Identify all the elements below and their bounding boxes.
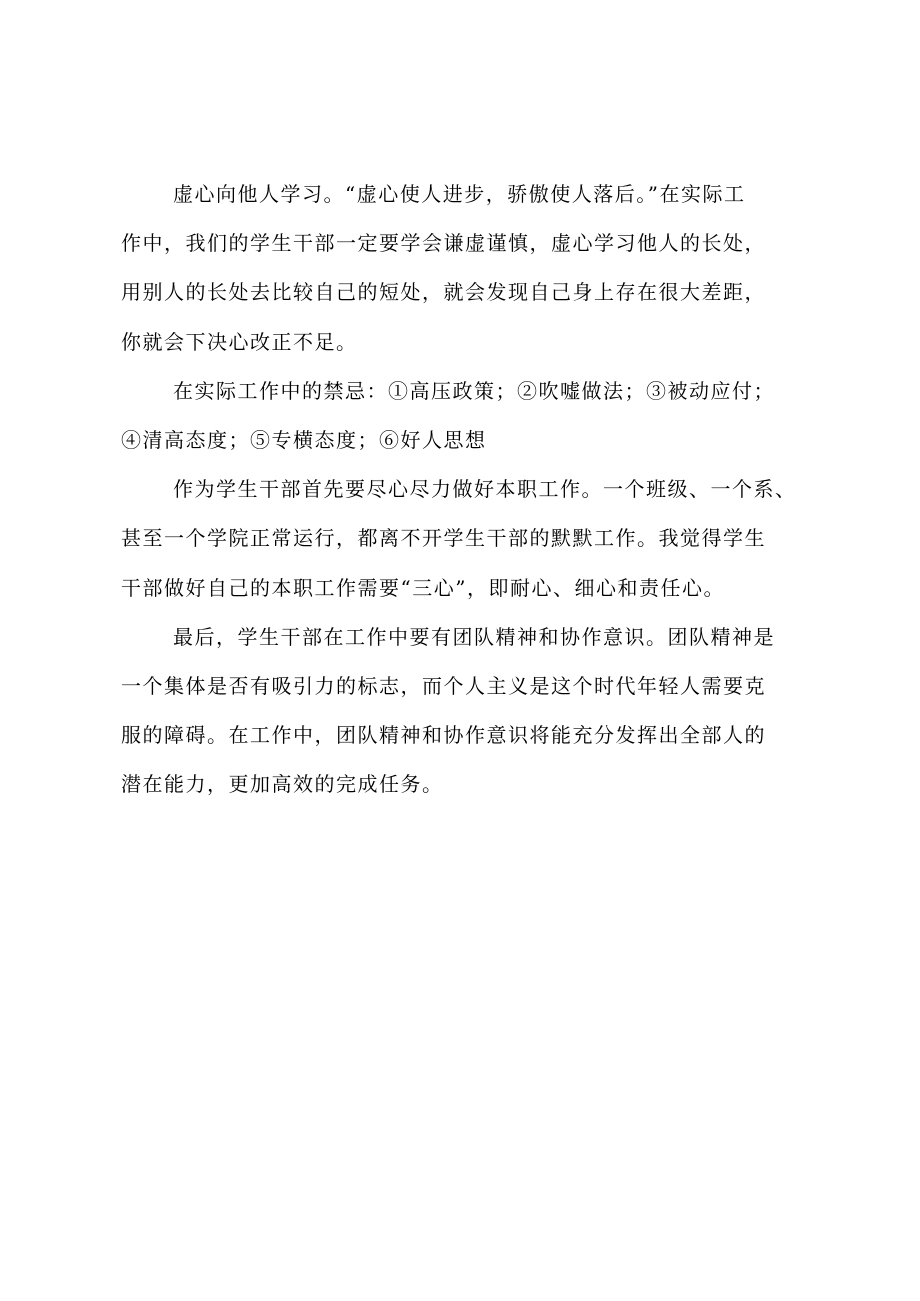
paragraph-4-line-2: 一个集体是否有吸引力的标志，而个人主义是这个时代年轻人需要克 [121,673,766,698]
paragraph-3-line-3: 干部做好自己的本职工作需要“三心”，即耐心、细心和责任心。 [121,575,725,600]
paragraph-3-line-2: 甚至一个学院正常运行，都离不开学生干部的默默工作。我觉得学生 [121,526,766,551]
paragraph-1-line-2: 作中，我们的学生干部一定要学会谦虚谨慎，虚心学习他人的长处， [121,231,766,256]
paragraph-4-line-4: 潜在能力，更加高效的完成任务。 [121,772,444,797]
paragraph-1-line-1: 虚心向他人学习。“虚心使人进步，骄傲使人落后。”在实际工 [173,182,746,206]
paragraph-2-line-2: ④清高态度；⑤专横态度；⑥好人思想 [121,427,487,452]
paragraph-4-line-3: 服的障碍。在工作中，团队精神和协作意识将能充分发挥出全部人的 [121,723,766,748]
paragraph-1-line-3: 用别人的长处去比较自己的短处，就会发现自己身上存在很大差距， [121,280,766,305]
paragraph-3-line-1: 作为学生干部首先要尽心尽力做好本职工作。一个班级、一个系、 [173,477,797,502]
document-body [121,170,821,809]
paragraph-4-line-1: 最后，学生干部在工作中要有团队精神和协作意识。团队精神是 [173,624,775,649]
paragraph-1-line-4: 你就会下决心改正不足。 [121,329,358,354]
paragraph-2-line-1: 在实际工作中的禁忌：①高压政策；②吹嘘做法；③被动应付； [173,378,775,403]
